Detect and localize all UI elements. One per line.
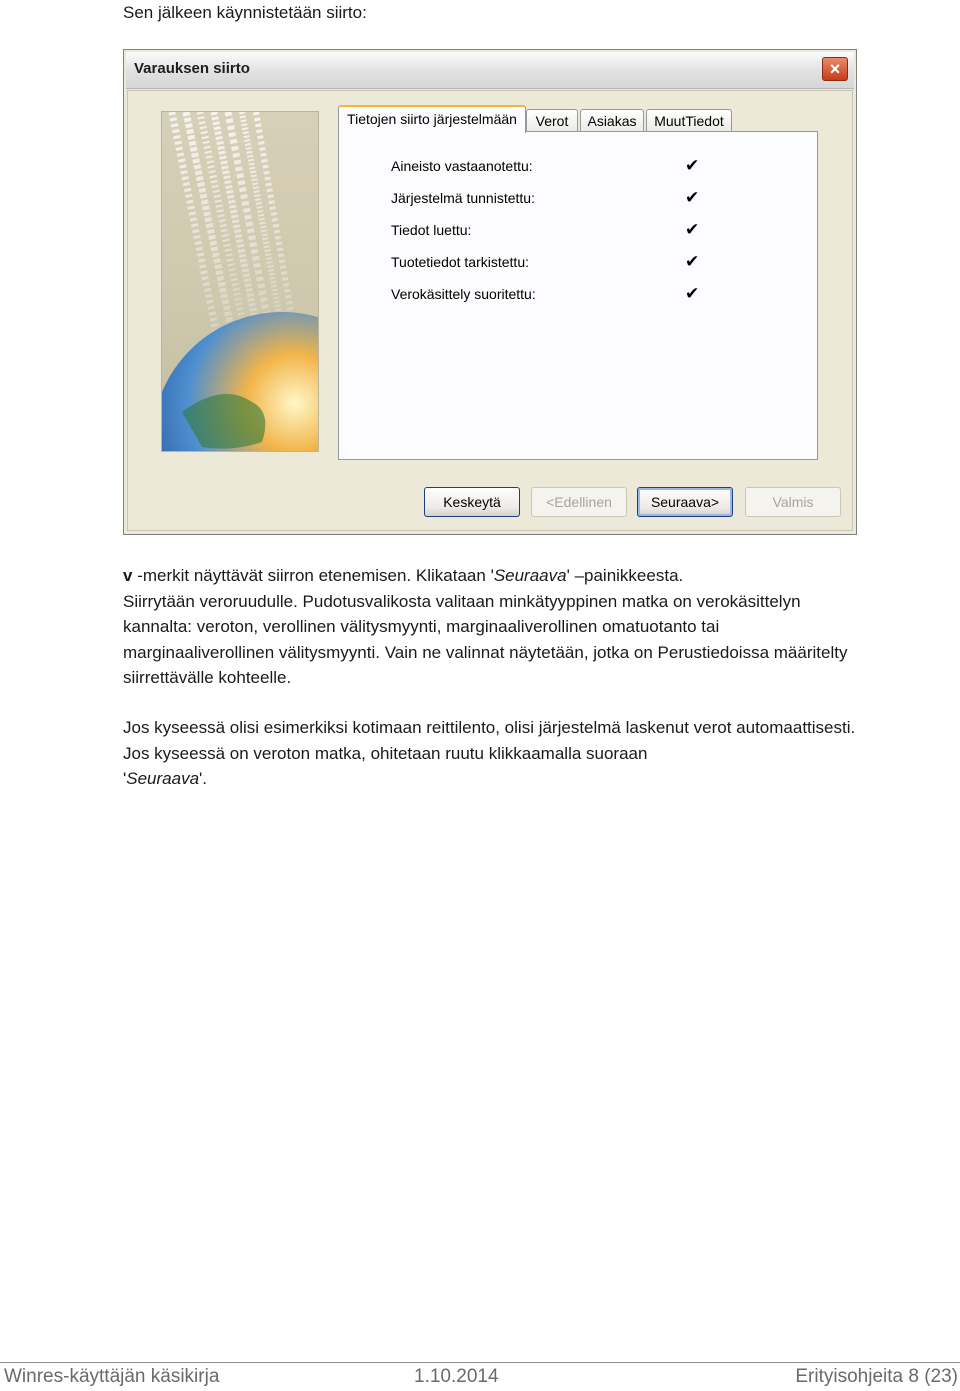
status-label: Järjestelmä tunnistettu: [391,190,535,206]
next-button[interactable]: Seuraava> [637,487,733,517]
status-label: Tuotetiedot tarkistettu: [391,254,529,270]
checkmark-icon: ✔ [685,284,700,303]
cancel-button[interactable]: Keskeytä [424,487,520,517]
status-label: Aineisto vastaanotettu: [391,158,533,174]
text-span: -merkit näyttävät siirron etenemisen. Klikataan ' [132,566,494,585]
close-button[interactable] [822,57,848,81]
checkmark-icon: ✔ [685,188,700,207]
paragraph-line [123,766,960,792]
paragraph-line: Jos kyseessä olisi esimerkiksi kotimaan reittilento, olisi järjestelmä laskenut verot automaattisesti. [123,718,856,737]
footer-date: 1.10.2014 [414,1366,499,1387]
dialog-title: Varauksen siirto [134,60,250,77]
dialog-body [127,90,853,531]
status-row [391,222,471,238]
paragraph-line: Jos kyseessä on veroton matka, ohitetaan ruutu klikkaamalla suoraan [123,743,648,763]
status-label: Verokäsittely suoritettu: [391,286,536,302]
paragraph-progress [123,563,960,691]
paragraph-line: kannalta: veroton, verollinen välitysmyynti, marginaaliverollinen omatuotanto tai [123,617,720,636]
checkmark-icon: ✔ [685,252,700,271]
footer-divider [0,1362,960,1363]
tab-other-info[interactable]: MuutTiedot [646,109,732,131]
intro-text: Sen jälkeen käynnistetään siirto: [123,3,367,22]
transfer-status-panel [338,131,818,460]
status-row [391,190,535,206]
tab-taxes[interactable]: Verot [526,109,578,131]
paragraph-tax-info [123,715,960,792]
dialog-titlebar [126,52,854,89]
paragraph-line: marginaaliverollinen välitysmyynti. Vain ne valinnat näytetään, jotka on Perustiedoissa määritelty [123,642,848,662]
checkmark-icon: ✔ [685,156,700,175]
paragraph-line: Siirrytään veroruudulle. Pudotusvalikosta valitaan minkätyyppinen matka on verokäsittelyn [123,591,801,611]
previous-button[interactable]: <Edellinen [531,487,627,517]
finish-button[interactable]: Valmis [745,487,841,517]
status-row [391,286,536,302]
globe-binary-illustration [161,111,319,452]
tab-transfer[interactable]: Tietojen siirto järjestelmään [338,105,526,133]
globe-illustration-svg [162,112,319,452]
transfer-dialog [123,49,857,535]
footer-left: Winres-käyttäjän käsikirja [4,1366,220,1387]
text-span: '. [199,769,207,788]
text-span: ' –painikkeesta. [566,566,684,585]
tab-customer[interactable]: Asiakas [580,109,644,131]
status-row [391,254,529,270]
seuraava-ref: Seuraava [493,566,567,585]
paragraph-line [123,563,960,589]
footer-page: Erityisohjeita 8 (23) [795,1366,958,1387]
seuraava-ref: Seuraava [126,769,200,788]
text-span: ' [123,769,127,788]
paragraph-line: siirrettävälle kohteelle. [123,668,292,687]
status-label: Tiedot luettu: [391,222,472,238]
v-mark: v [123,566,133,585]
status-row [391,158,533,174]
checkmark-icon: ✔ [685,220,700,239]
close-icon: × [829,59,841,79]
